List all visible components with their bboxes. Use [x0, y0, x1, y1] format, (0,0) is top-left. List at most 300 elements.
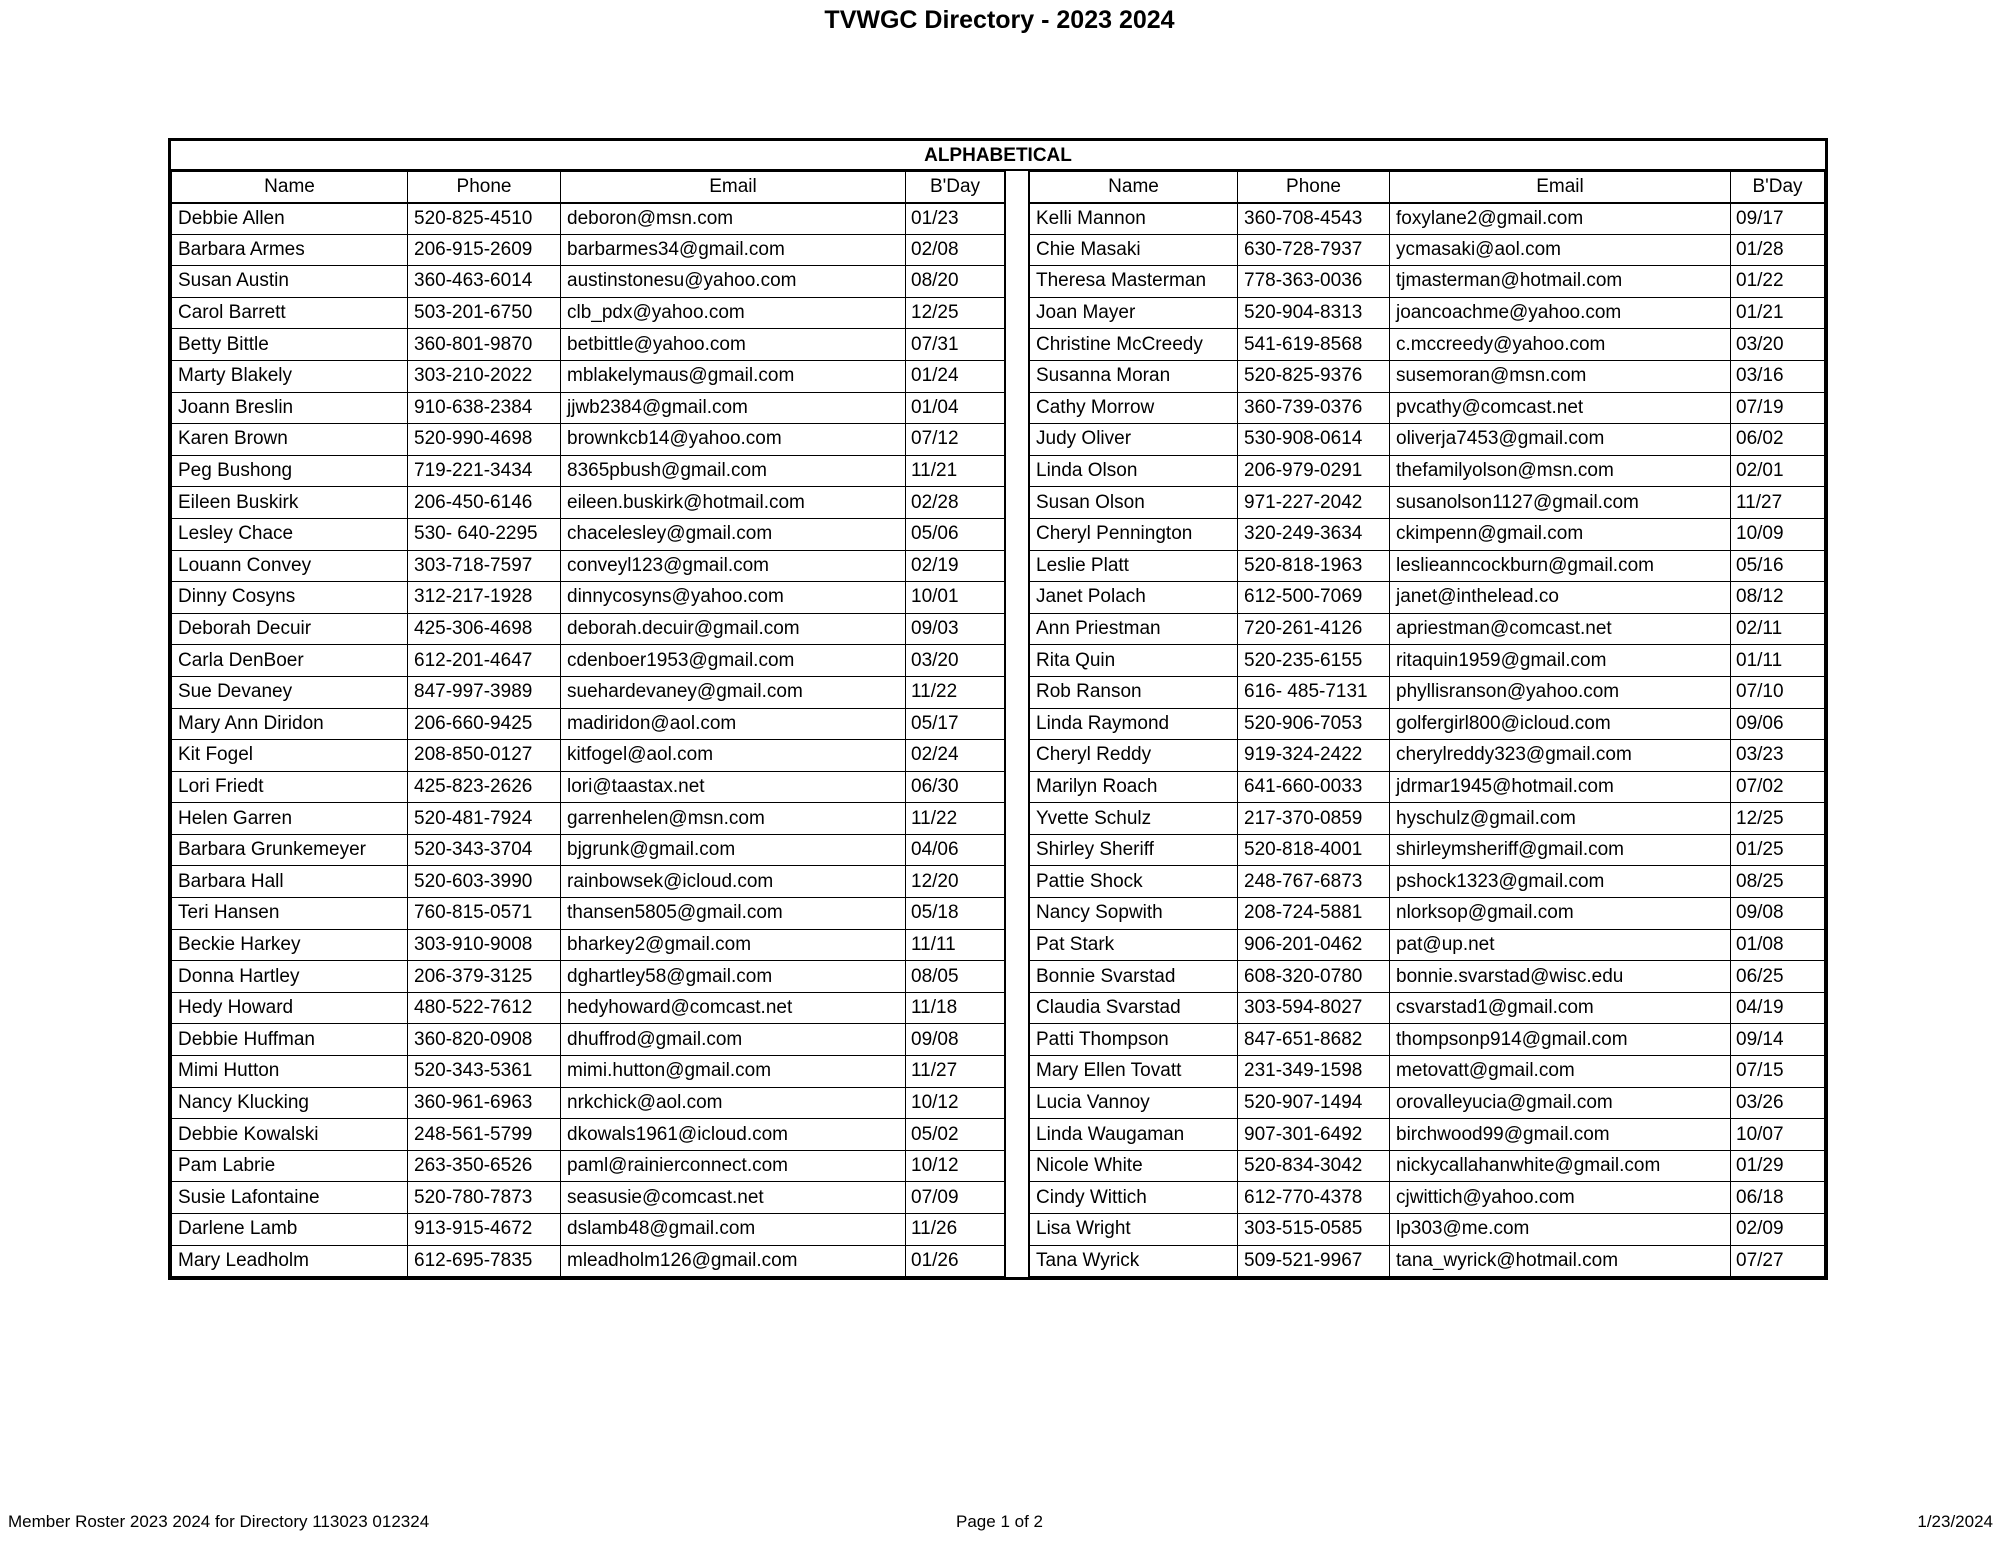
cell-bday: 01/21 — [1731, 297, 1825, 329]
table-row — [1030, 266, 1825, 298]
cell-bday: 07/19 — [1731, 392, 1825, 424]
table-row — [172, 1087, 1005, 1119]
table-row — [172, 203, 1005, 235]
cell-bday: 02/01 — [1731, 455, 1825, 487]
cell-email: paml@rainierconnect.com — [561, 1150, 906, 1182]
cell-bday: 10/01 — [906, 582, 1005, 614]
cell-phone: 520-818-4001 — [1238, 834, 1390, 866]
table-row — [1030, 582, 1825, 614]
cell-name: Pat Stark — [1030, 929, 1238, 961]
cell-name: Pam Labrie — [172, 1150, 408, 1182]
cell-email: dslamb48@gmail.com — [561, 1214, 906, 1246]
cell-bday: 05/17 — [906, 708, 1005, 740]
directory-table-right — [1029, 171, 1825, 1277]
cell-phone: 303-515-0585 — [1238, 1214, 1390, 1246]
cell-email: clb_pdx@yahoo.com — [561, 297, 906, 329]
table-row — [1030, 1245, 1825, 1277]
cell-name: Yvette Schulz — [1030, 803, 1238, 835]
table-row — [172, 866, 1005, 898]
cell-email: shirleymsheriff@gmail.com — [1390, 834, 1731, 866]
cell-email: pat@up.net — [1390, 929, 1731, 961]
cell-phone: 303-910-9008 — [408, 929, 561, 961]
cell-bday: 09/06 — [1731, 708, 1825, 740]
table-row — [172, 455, 1005, 487]
cell-bday: 10/07 — [1731, 1119, 1825, 1151]
cell-email: ycmasaki@aol.com — [1390, 234, 1731, 266]
cell-name: Judy Oliver — [1030, 424, 1238, 456]
cell-bday: 12/20 — [906, 866, 1005, 898]
cell-name: Hedy Howard — [172, 992, 408, 1024]
cell-phone: 612-201-4647 — [408, 645, 561, 677]
cell-name: Debbie Huffman — [172, 1024, 408, 1056]
cell-email: metovatt@gmail.com — [1390, 1056, 1731, 1088]
cell-bday: 03/16 — [1731, 360, 1825, 392]
table-row — [1030, 1087, 1825, 1119]
cell-email: susanolson1127@gmail.com — [1390, 487, 1731, 519]
table-row — [172, 929, 1005, 961]
cell-email: thompsonp914@gmail.com — [1390, 1024, 1731, 1056]
table-row — [1030, 1056, 1825, 1088]
cell-name: Dinny Cosyns — [172, 582, 408, 614]
cell-name: Lesley Chace — [172, 518, 408, 550]
cell-name: Linda Waugaman — [1030, 1119, 1238, 1151]
cell-name: Beckie Harkey — [172, 929, 408, 961]
cell-bday: 07/15 — [1731, 1056, 1825, 1088]
table-row — [1030, 234, 1825, 266]
cell-name: Bonnie Svarstad — [1030, 961, 1238, 993]
cell-phone: 206-979-0291 — [1238, 455, 1390, 487]
table-row — [1030, 771, 1825, 803]
cell-email: kitfogel@aol.com — [561, 740, 906, 772]
table-row — [1030, 203, 1825, 235]
col-header-bday: B'Day — [1731, 172, 1825, 203]
cell-phone: 520-780-7873 — [408, 1182, 561, 1214]
table-row — [1030, 898, 1825, 930]
cell-phone: 425-306-4698 — [408, 613, 561, 645]
cell-phone: 208-724-5881 — [1238, 898, 1390, 930]
cell-bday: 01/29 — [1731, 1150, 1825, 1182]
cell-bday: 01/22 — [1731, 266, 1825, 298]
cell-email: bonnie.svarstad@wisc.edu — [1390, 961, 1731, 993]
cell-email: ritaquin1959@gmail.com — [1390, 645, 1731, 677]
cell-email: brownkcb14@yahoo.com — [561, 424, 906, 456]
cell-phone: 360-961-6963 — [408, 1087, 561, 1119]
cell-bday: 01/08 — [1731, 929, 1825, 961]
table-row — [172, 329, 1005, 361]
cell-email: 8365pbush@gmail.com — [561, 455, 906, 487]
cell-email: dhuffrod@gmail.com — [561, 1024, 906, 1056]
cell-name: Eileen Buskirk — [172, 487, 408, 519]
cell-phone: 520-990-4698 — [408, 424, 561, 456]
cell-bday: 11/26 — [906, 1214, 1005, 1246]
cell-bday: 12/25 — [906, 297, 1005, 329]
cell-name: Deborah Decuir — [172, 613, 408, 645]
table-row — [172, 360, 1005, 392]
cell-phone: 303-210-2022 — [408, 360, 561, 392]
cell-bday: 03/26 — [1731, 1087, 1825, 1119]
cell-phone: 248-767-6873 — [1238, 866, 1390, 898]
cell-bday: 07/31 — [906, 329, 1005, 361]
cell-bday: 01/11 — [1731, 645, 1825, 677]
cell-phone: 520-906-7053 — [1238, 708, 1390, 740]
table-row — [1030, 645, 1825, 677]
cell-name: Cindy Wittich — [1030, 1182, 1238, 1214]
cell-bday: 11/27 — [1731, 487, 1825, 519]
table-row — [172, 1119, 1005, 1151]
cell-name: Louann Convey — [172, 550, 408, 582]
cell-bday: 07/10 — [1731, 676, 1825, 708]
cell-phone: 360-708-4543 — [1238, 203, 1390, 235]
cell-name: Linda Raymond — [1030, 708, 1238, 740]
table-row — [172, 1024, 1005, 1056]
cell-name: Mary Ellen Tovatt — [1030, 1056, 1238, 1088]
cell-email: foxylane2@gmail.com — [1390, 203, 1731, 235]
cell-phone: 520-343-3704 — [408, 834, 561, 866]
cell-email: rainbowsek@icloud.com — [561, 866, 906, 898]
cell-bday: 02/19 — [906, 550, 1005, 582]
cell-email: hedyhoward@comcast.net — [561, 992, 906, 1024]
cell-bday: 07/02 — [1731, 771, 1825, 803]
cell-bday: 11/11 — [906, 929, 1005, 961]
cell-email: nrkchick@aol.com — [561, 1087, 906, 1119]
cell-name: Leslie Platt — [1030, 550, 1238, 582]
cell-email: oliverja7453@gmail.com — [1390, 424, 1731, 456]
cell-bday: 02/09 — [1731, 1214, 1825, 1246]
cell-email: madiridon@aol.com — [561, 708, 906, 740]
cell-phone: 509-521-9967 — [1238, 1245, 1390, 1277]
cell-bday: 02/08 — [906, 234, 1005, 266]
cell-name: Karen Brown — [172, 424, 408, 456]
cell-email: janet@inthelead.co — [1390, 582, 1731, 614]
cell-email: seasusie@comcast.net — [561, 1182, 906, 1214]
cell-email: lori@taastax.net — [561, 771, 906, 803]
cell-email: csvarstad1@gmail.com — [1390, 992, 1731, 1024]
cell-phone: 616- 485-7131 — [1238, 676, 1390, 708]
table-row — [1030, 834, 1825, 866]
cell-phone: 248-561-5799 — [408, 1119, 561, 1151]
cell-email: cdenboer1953@gmail.com — [561, 645, 906, 677]
cell-name: Lucia Vannoy — [1030, 1087, 1238, 1119]
cell-name: Nancy Sopwith — [1030, 898, 1238, 930]
table-row — [172, 234, 1005, 266]
cell-bday: 06/25 — [1731, 961, 1825, 993]
cell-phone: 320-249-3634 — [1238, 518, 1390, 550]
table-row — [172, 487, 1005, 519]
table-row — [172, 803, 1005, 835]
cell-email: pvcathy@comcast.net — [1390, 392, 1731, 424]
cell-phone: 530-908-0614 — [1238, 424, 1390, 456]
cell-name: Joan Mayer — [1030, 297, 1238, 329]
cell-bday: 08/05 — [906, 961, 1005, 993]
cell-name: Barbara Hall — [172, 866, 408, 898]
cell-name: Rob Ranson — [1030, 676, 1238, 708]
cell-phone: 208-850-0127 — [408, 740, 561, 772]
cell-name: Lori Friedt — [172, 771, 408, 803]
cell-phone: 217-370-0859 — [1238, 803, 1390, 835]
cell-phone: 503-201-6750 — [408, 297, 561, 329]
table-row — [1030, 360, 1825, 392]
cell-email: deborah.decuir@gmail.com — [561, 613, 906, 645]
cell-bday: 05/02 — [906, 1119, 1005, 1151]
table-row — [1030, 455, 1825, 487]
cell-phone: 847-997-3989 — [408, 676, 561, 708]
col-header-email: Email — [1390, 172, 1731, 203]
table-row — [172, 992, 1005, 1024]
cell-email: tana_wyrick@hotmail.com — [1390, 1245, 1731, 1277]
table-row — [172, 676, 1005, 708]
table-row — [1030, 1150, 1825, 1182]
cell-email: barbarmes34@gmail.com — [561, 234, 906, 266]
cell-bday: 01/04 — [906, 392, 1005, 424]
cell-phone: 612-695-7835 — [408, 1245, 561, 1277]
cell-name: Shirley Sheriff — [1030, 834, 1238, 866]
cell-bday: 02/24 — [906, 740, 1005, 772]
cell-name: Susan Olson — [1030, 487, 1238, 519]
table-row — [1030, 866, 1825, 898]
cell-name: Nicole White — [1030, 1150, 1238, 1182]
cell-bday: 01/23 — [906, 203, 1005, 235]
table-row — [1030, 992, 1825, 1024]
cell-phone: 520-603-3990 — [408, 866, 561, 898]
cell-email: thefamilyolson@msn.com — [1390, 455, 1731, 487]
cell-email: leslieanncockburn@gmail.com — [1390, 550, 1731, 582]
cell-email: golfergirl800@icloud.com — [1390, 708, 1731, 740]
table-row — [172, 266, 1005, 298]
cell-phone: 530- 640-2295 — [408, 518, 561, 550]
cell-name: Susan Austin — [172, 266, 408, 298]
cell-bday: 07/27 — [1731, 1245, 1825, 1277]
table-row — [172, 1214, 1005, 1246]
cell-name: Sue Devaney — [172, 676, 408, 708]
cell-phone: 612-500-7069 — [1238, 582, 1390, 614]
table-row — [172, 1182, 1005, 1214]
cell-email: c.mccreedy@yahoo.com — [1390, 329, 1731, 361]
table-row — [1030, 708, 1825, 740]
cell-name: Cathy Morrow — [1030, 392, 1238, 424]
cell-email: cherylreddy323@gmail.com — [1390, 740, 1731, 772]
cell-bday: 03/20 — [1731, 329, 1825, 361]
table-row — [1030, 392, 1825, 424]
cell-email: eileen.buskirk@hotmail.com — [561, 487, 906, 519]
cell-phone: 520-343-5361 — [408, 1056, 561, 1088]
cell-email: birchwood99@gmail.com — [1390, 1119, 1731, 1151]
table-row — [1030, 961, 1825, 993]
cell-bday: 06/30 — [906, 771, 1005, 803]
cell-bday: 01/28 — [1731, 234, 1825, 266]
cell-name: Barbara Grunkemeyer — [172, 834, 408, 866]
cell-phone: 206-379-3125 — [408, 961, 561, 993]
cell-phone: 906-201-0462 — [1238, 929, 1390, 961]
cell-phone: 263-350-6526 — [408, 1150, 561, 1182]
cell-bday: 07/09 — [906, 1182, 1005, 1214]
cell-phone: 778-363-0036 — [1238, 266, 1390, 298]
cell-email: ckimpenn@gmail.com — [1390, 518, 1731, 550]
col-header-phone: Phone — [408, 172, 561, 203]
table-row — [172, 582, 1005, 614]
col-header-name: Name — [172, 172, 408, 203]
table-row — [172, 961, 1005, 993]
cell-name: Debbie Allen — [172, 203, 408, 235]
cell-bday: 08/25 — [1731, 866, 1825, 898]
cell-email: joancoachme@yahoo.com — [1390, 297, 1731, 329]
table-row — [1030, 297, 1825, 329]
cell-email: deboron@msn.com — [561, 203, 906, 235]
cell-phone: 847-651-8682 — [1238, 1024, 1390, 1056]
cell-email: dinnycosyns@yahoo.com — [561, 582, 906, 614]
cell-name: Kit Fogel — [172, 740, 408, 772]
table-row — [172, 518, 1005, 550]
table-row — [1030, 329, 1825, 361]
cell-email: nlorksop@gmail.com — [1390, 898, 1731, 930]
cell-phone: 480-522-7612 — [408, 992, 561, 1024]
cell-email: dghartley58@gmail.com — [561, 961, 906, 993]
table-row — [1030, 1182, 1825, 1214]
cell-bday: 12/25 — [1731, 803, 1825, 835]
cell-name: Tana Wyrick — [1030, 1245, 1238, 1277]
column-spacer — [1005, 171, 1029, 1277]
cell-email: hyschulz@gmail.com — [1390, 803, 1731, 835]
cell-phone: 630-728-7937 — [1238, 234, 1390, 266]
table-banner: ALPHABETICAL — [171, 141, 1825, 171]
cell-bday: 03/23 — [1731, 740, 1825, 772]
cell-email: suehardevaney@gmail.com — [561, 676, 906, 708]
table-row — [172, 613, 1005, 645]
cell-email: jjwb2384@gmail.com — [561, 392, 906, 424]
cell-name: Patti Thompson — [1030, 1024, 1238, 1056]
cell-email: susemoran@msn.com — [1390, 360, 1731, 392]
table-row — [172, 771, 1005, 803]
table-row — [172, 834, 1005, 866]
table-row — [1030, 1214, 1825, 1246]
cell-phone: 520-825-4510 — [408, 203, 561, 235]
cell-bday: 04/19 — [1731, 992, 1825, 1024]
cell-name: Mimi Hutton — [172, 1056, 408, 1088]
cell-phone: 760-815-0571 — [408, 898, 561, 930]
table-row — [172, 1150, 1005, 1182]
table-row — [172, 708, 1005, 740]
table-row — [172, 1056, 1005, 1088]
cell-name: Debbie Kowalski — [172, 1119, 408, 1151]
cell-phone: 360-820-0908 — [408, 1024, 561, 1056]
cell-phone: 520-818-1963 — [1238, 550, 1390, 582]
page-title: TVWGC Directory - 2023 2024 — [824, 6, 1175, 34]
cell-email: mimi.hutton@gmail.com — [561, 1056, 906, 1088]
cell-bday: 07/12 — [906, 424, 1005, 456]
cell-phone: 312-217-1928 — [408, 582, 561, 614]
cell-email: tjmasterman@hotmail.com — [1390, 266, 1731, 298]
cell-email: pshock1323@gmail.com — [1390, 866, 1731, 898]
cell-bday: 08/20 — [906, 266, 1005, 298]
cell-name: Linda Olson — [1030, 455, 1238, 487]
cell-email: orovalleyucia@gmail.com — [1390, 1087, 1731, 1119]
cell-name: Nancy Klucking — [172, 1087, 408, 1119]
cell-name: Rita Quin — [1030, 645, 1238, 677]
cell-phone: 612-770-4378 — [1238, 1182, 1390, 1214]
cell-phone: 206-915-2609 — [408, 234, 561, 266]
cell-phone: 303-718-7597 — [408, 550, 561, 582]
cell-name: Ann Priestman — [1030, 613, 1238, 645]
cell-bday: 11/22 — [906, 803, 1005, 835]
cell-name: Cheryl Pennington — [1030, 518, 1238, 550]
table-row — [172, 424, 1005, 456]
cell-bday: 06/18 — [1731, 1182, 1825, 1214]
cell-phone: 907-301-6492 — [1238, 1119, 1390, 1151]
cell-name: Barbara Armes — [172, 234, 408, 266]
cell-name: Susanna Moran — [1030, 360, 1238, 392]
table-row — [172, 550, 1005, 582]
cell-bday: 11/18 — [906, 992, 1005, 1024]
cell-email: cjwittich@yahoo.com — [1390, 1182, 1731, 1214]
cell-email: lp303@me.com — [1390, 1214, 1731, 1246]
cell-name: Chie Masaki — [1030, 234, 1238, 266]
table-row — [1030, 550, 1825, 582]
cell-name: Marilyn Roach — [1030, 771, 1238, 803]
cell-phone: 971-227-2042 — [1238, 487, 1390, 519]
cell-bday: 05/16 — [1731, 550, 1825, 582]
col-header-email: Email — [561, 172, 906, 203]
cell-phone: 608-320-0780 — [1238, 961, 1390, 993]
cell-email: austinstonesu@yahoo.com — [561, 266, 906, 298]
cell-name: Peg Bushong — [172, 455, 408, 487]
table-row — [1030, 1119, 1825, 1151]
table-row — [172, 297, 1005, 329]
cell-name: Joann Breslin — [172, 392, 408, 424]
cell-name: Christine McCreedy — [1030, 329, 1238, 361]
cell-name: Carla DenBoer — [172, 645, 408, 677]
cell-phone: 520-904-8313 — [1238, 297, 1390, 329]
cell-email: phyllisranson@yahoo.com — [1390, 676, 1731, 708]
cell-bday: 01/26 — [906, 1245, 1005, 1277]
cell-phone: 641-660-0033 — [1238, 771, 1390, 803]
cell-email: bharkey2@gmail.com — [561, 929, 906, 961]
cell-phone: 541-619-8568 — [1238, 329, 1390, 361]
cell-phone: 910-638-2384 — [408, 392, 561, 424]
cell-name: Teri Hansen — [172, 898, 408, 930]
cell-phone: 520-481-7924 — [408, 803, 561, 835]
cell-bday: 11/21 — [906, 455, 1005, 487]
table-row — [172, 645, 1005, 677]
cell-name: Marty Blakely — [172, 360, 408, 392]
cell-email: apriestman@comcast.net — [1390, 613, 1731, 645]
cell-bday: 02/11 — [1731, 613, 1825, 645]
cell-bday: 10/09 — [1731, 518, 1825, 550]
col-header-name: Name — [1030, 172, 1238, 203]
header-row — [1030, 172, 1825, 203]
cell-bday: 02/28 — [906, 487, 1005, 519]
cell-phone: 520-235-6155 — [1238, 645, 1390, 677]
cell-name: Cheryl Reddy — [1030, 740, 1238, 772]
cell-bday: 09/03 — [906, 613, 1005, 645]
cell-phone: 206-450-6146 — [408, 487, 561, 519]
table-row — [172, 392, 1005, 424]
col-header-bday: B'Day — [906, 172, 1005, 203]
cell-phone: 206-660-9425 — [408, 708, 561, 740]
cell-name: Betty Bittle — [172, 329, 408, 361]
cell-bday: 05/06 — [906, 518, 1005, 550]
cell-bday: 11/22 — [906, 676, 1005, 708]
cell-bday: 05/18 — [906, 898, 1005, 930]
cell-phone: 520-834-3042 — [1238, 1150, 1390, 1182]
cell-bday: 01/24 — [906, 360, 1005, 392]
cell-phone: 919-324-2422 — [1238, 740, 1390, 772]
cell-name: Helen Garren — [172, 803, 408, 835]
cell-phone: 520-825-9376 — [1238, 360, 1390, 392]
cell-bday: 04/06 — [906, 834, 1005, 866]
directory-table — [168, 138, 1828, 1280]
footer-page-number: Page 1 of 2 — [956, 1512, 1043, 1531]
directory-table-left — [171, 171, 1005, 1277]
cell-name: Lisa Wright — [1030, 1214, 1238, 1246]
